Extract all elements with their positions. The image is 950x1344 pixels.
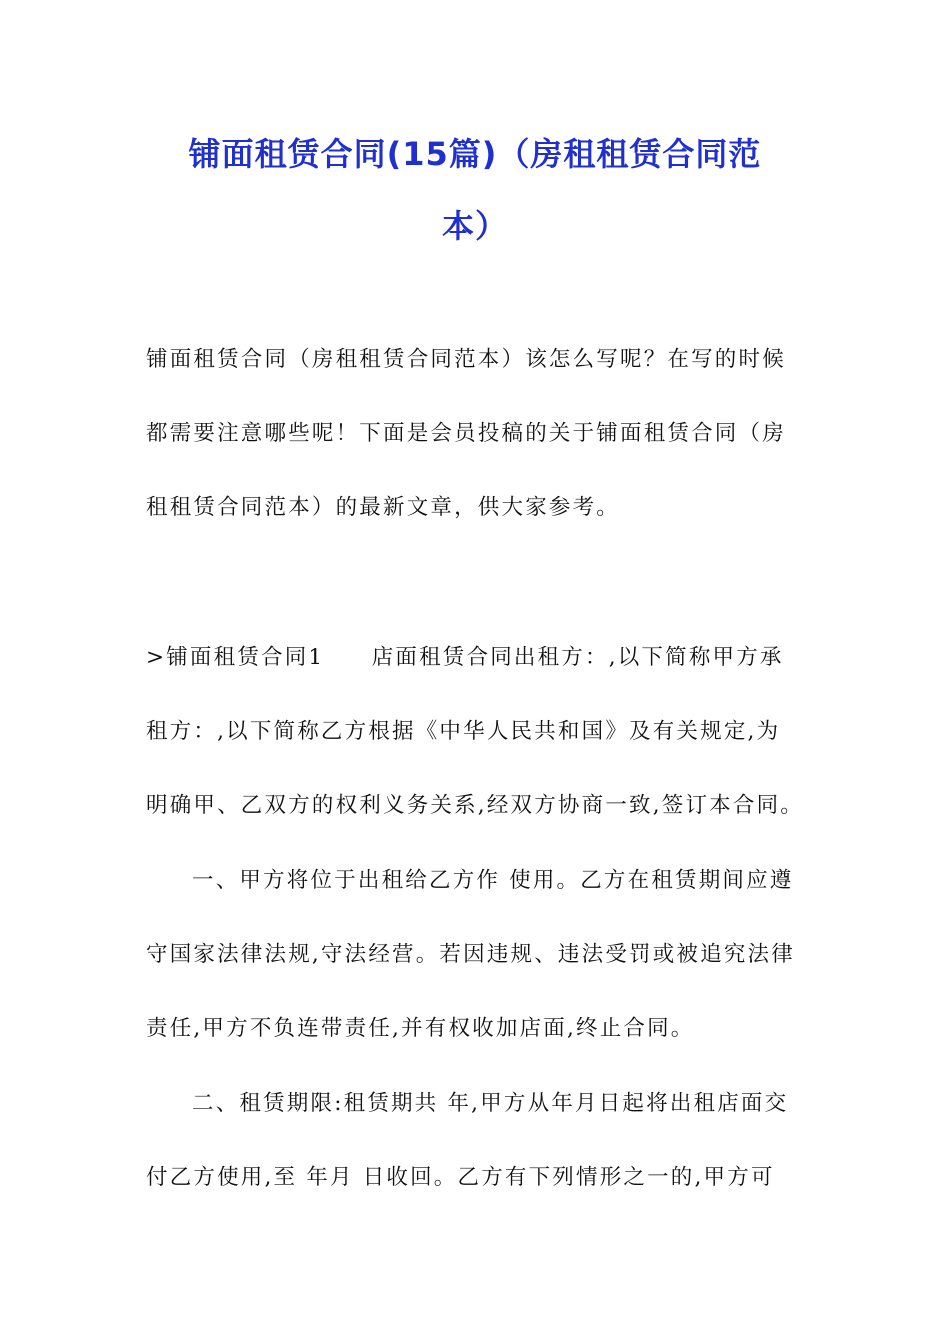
document-title-line-2: 本） [441,207,508,245]
body-line-4: 一、甲方将位于出租给乙方作 使用。乙方在租赁期间应遵 [192,868,794,893]
document-title-line-1: 铺面租赁合同(15篇)（房租租赁合同范 [188,135,762,173]
body-line-3: 明确甲、乙双方的权利义务关系,经双方协商一致,签订本合同。 [146,793,804,818]
body-line-7: 二、租赁期限:租赁期共 年,甲方从年月日起将出租店面交 [192,1091,789,1116]
intro-line-2: 都需要注意哪些呢！下面是会员投稿的关于铺面租赁合同（房 [146,421,786,446]
intro-line-1: 铺面租赁合同（房租租赁合同范本）该怎么写呢？在写的时候 [146,347,786,372]
body-line-2: 租方：,以下简称乙方根据《中华人民共和国》及有关规定,为 [146,719,781,744]
body-line-6: 责任,甲方不负连带责任,并有权收加店面,终止合同。 [146,1016,695,1041]
body-line-8: 付乙方使用,至 年月 日收回。乙方有下列情形之一的,甲方可 [146,1165,775,1190]
intro-line-3: 租租赁合同范本）的最新文章，供大家参考。 [146,495,621,520]
body-line-5: 守国家法律法规,守法经营。若因违规、违法受罚或被追究法律 [146,942,795,967]
body-line-1: >铺面租赁合同1 店面租赁合同出租方：,以下简称甲方承 [146,645,784,670]
